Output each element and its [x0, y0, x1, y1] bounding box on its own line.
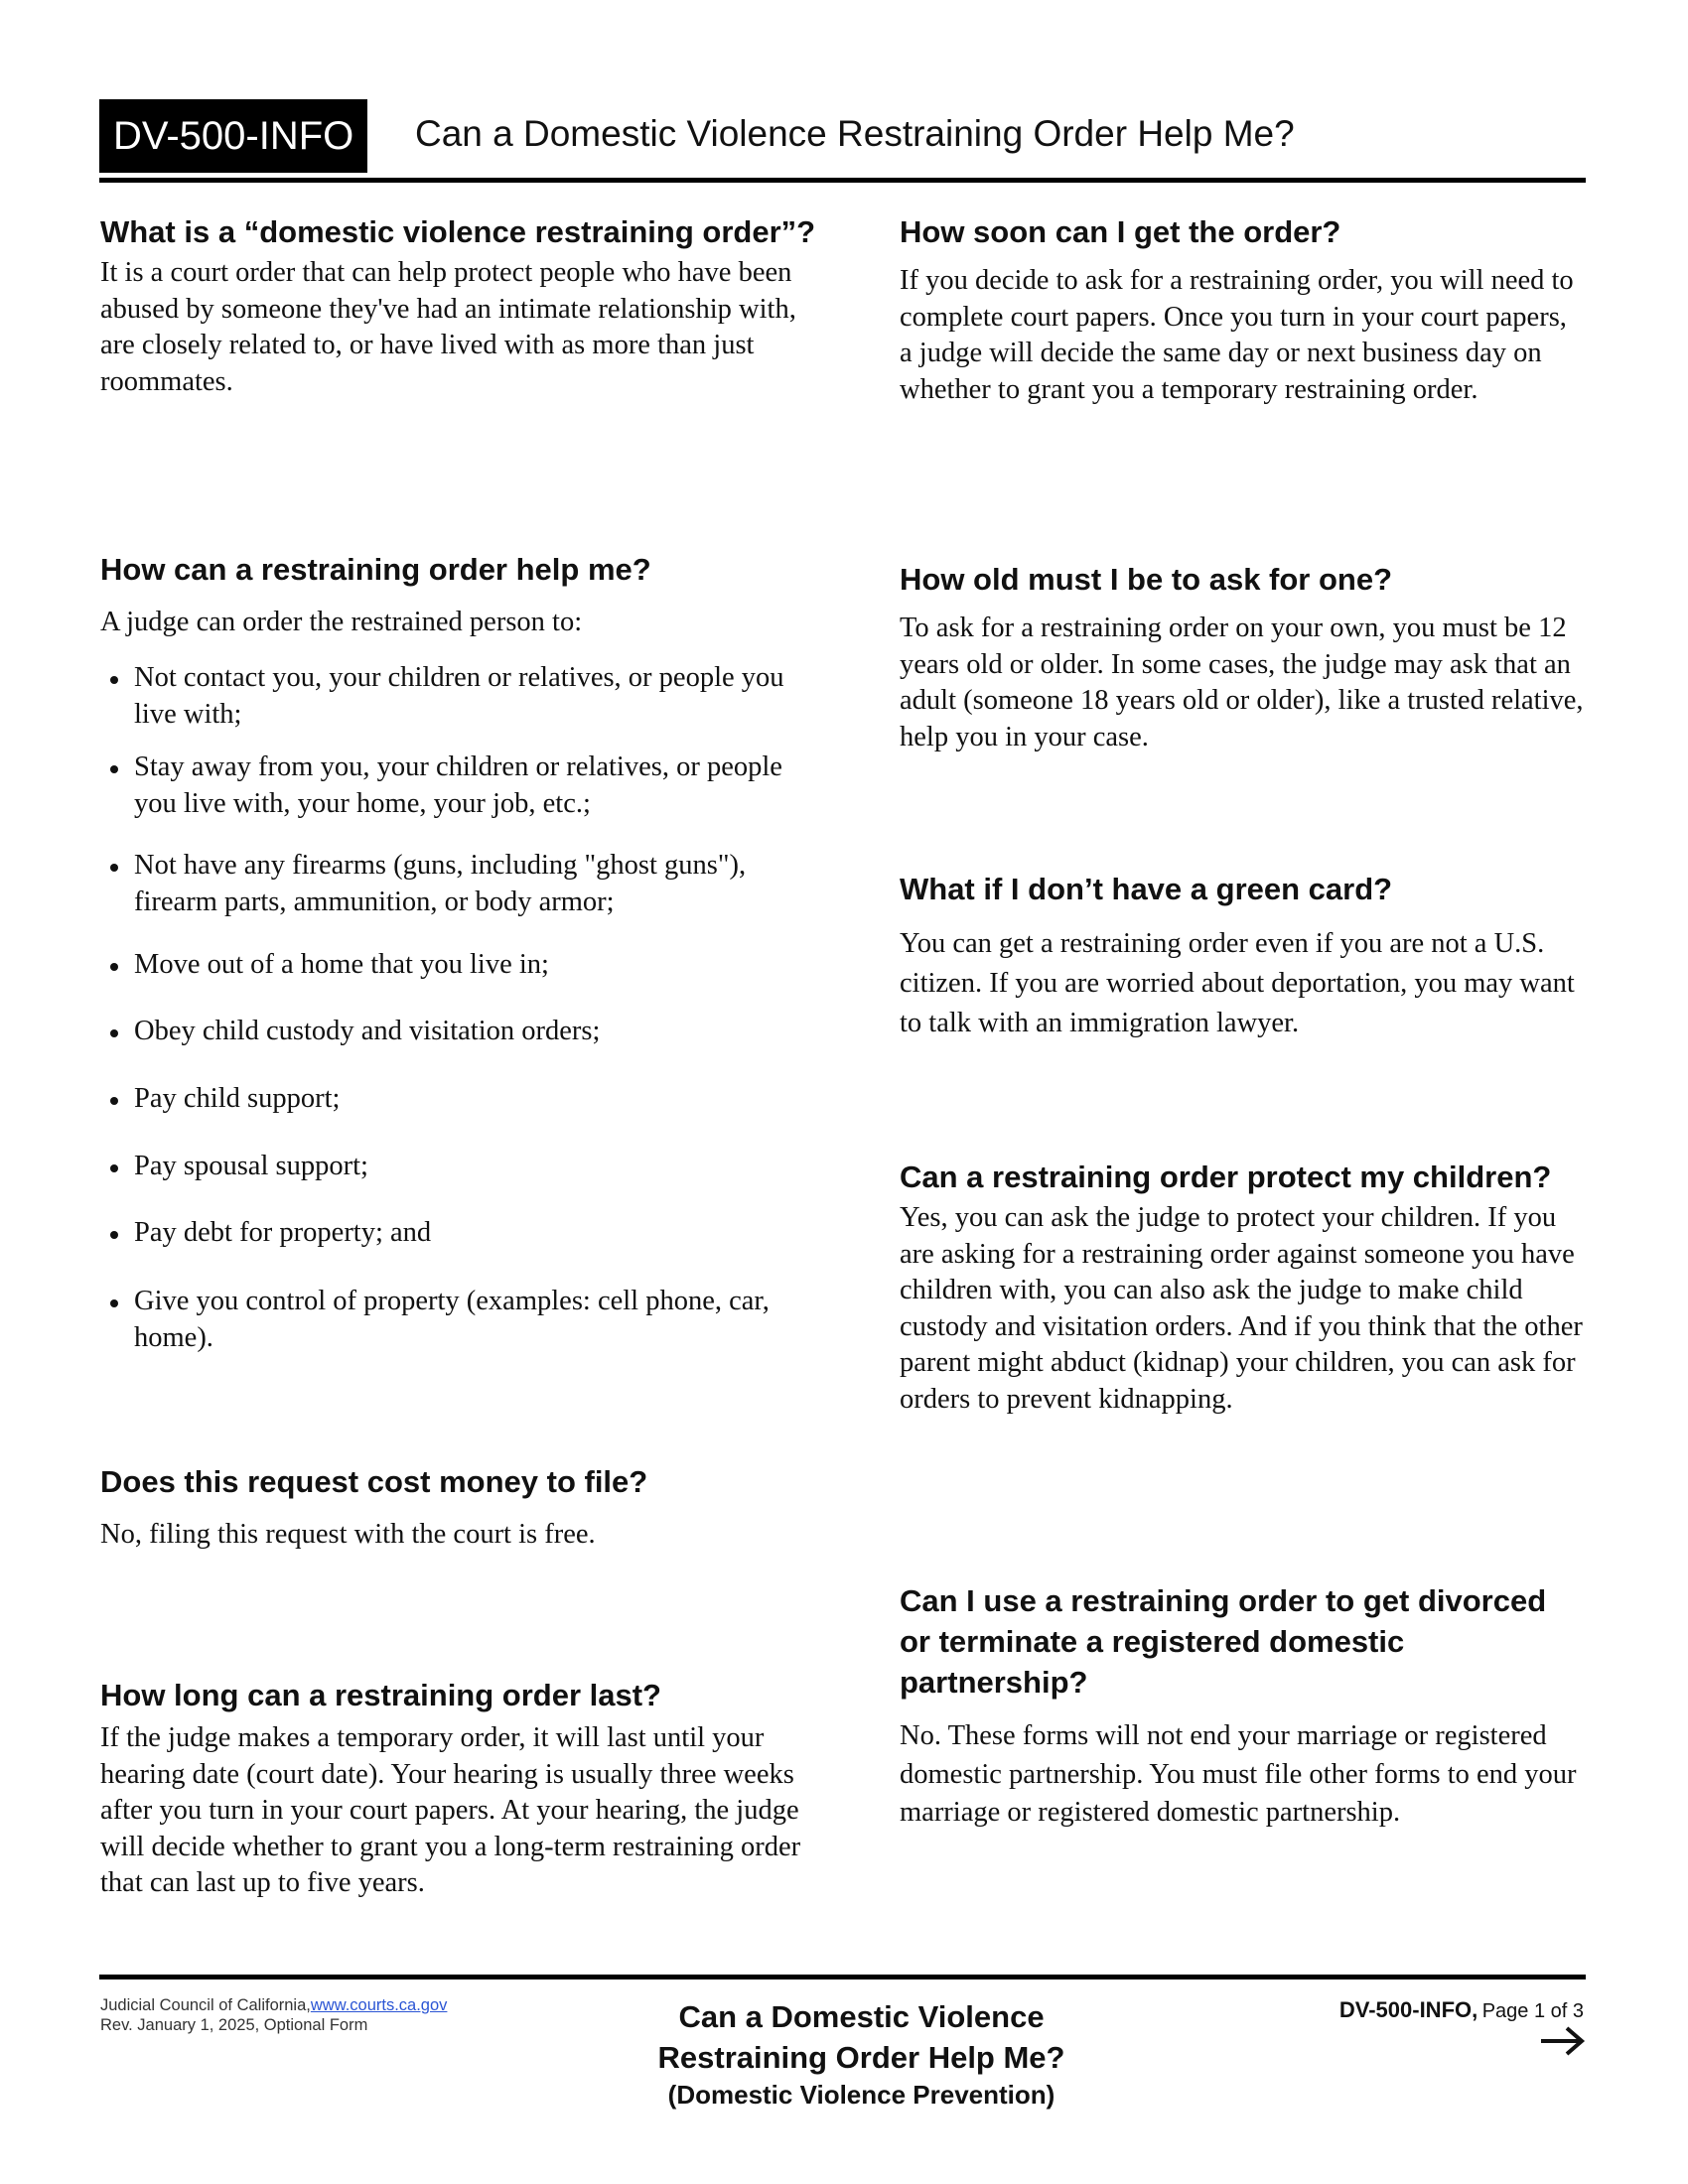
revision-date: Rev. January 1, 2025, Optional Form: [100, 2016, 368, 2034]
section-how-soon: [900, 211, 1585, 408]
bullet-icon: [110, 676, 118, 684]
bullet-icon: [110, 864, 118, 872]
bullet-icon: [110, 963, 118, 971]
list-item: Not have any firearms (guns, including "ghost guns"), firearm parts, ammunition, or body armor;: [100, 848, 829, 920]
section-what-is: [100, 211, 825, 400]
section-body: If you decide to ask for a restraining order, you will need to complete court papers. Once you turn in your court papers, a judge will decide the same day or next business day on whether to grant you a temporary restraining order.: [900, 265, 1574, 405]
footer-form-code: DV-500-INFO,: [1338, 1997, 1478, 2022]
arrow-right-icon[interactable]: [1537, 2023, 1587, 2059]
section-body: It is a court order that can help protect people who have been abused by someone they've had an intimate relationship with, are closely related to, or have lived with as more than just roommates.: [100, 257, 796, 397]
footer-left: [100, 1995, 447, 2035]
list-item: Give you control of property (examples: cell phone, car, home).: [100, 1284, 829, 1356]
footer-page-info: [1192, 1997, 1584, 2023]
section-heading: How soon can I get the order?: [900, 214, 1341, 249]
section-heading: How long can a restraining order last?: [100, 1678, 661, 1712]
bullet-icon: [110, 1299, 118, 1307]
section-heading: What is a “domestic violence restraining order”?: [100, 214, 816, 249]
section-divorce: [900, 1580, 1585, 1833]
footer-title: [576, 1996, 1147, 2112]
list-item: Pay child support;: [100, 1081, 829, 1118]
footer-rule: [99, 1975, 1586, 1979]
footer-subtitle: (Domestic Violence Prevention): [667, 2080, 1055, 2110]
section-children: [900, 1157, 1585, 1418]
form-code-badge: DV-500-INFO: [99, 99, 367, 173]
footer-title-line-1: Can a Domestic Violence: [678, 1999, 1045, 2034]
bullet-icon: [110, 765, 118, 773]
section-heading: Can I use a restraining order to get divorced or terminate a registered domestic partnership?: [900, 1583, 1547, 1700]
section-body: To ask for a restraining order on your own, you must be 12 years old or older. In some cases, the judge may ask that an adult (someone 18 years old or older), like a trusted relative, help you in your case.: [900, 613, 1584, 752]
list-item: Obey child custody and visitation orders;: [100, 1014, 829, 1050]
bullet-icon: [110, 1097, 118, 1105]
section-body: You can get a restraining order even if you are not a U.S. citizen. If you are worried about deportation, you may want to talk with an immigration lawyer.: [900, 928, 1575, 1038]
section-cost: [100, 1461, 825, 1554]
header-rule: [99, 178, 1586, 183]
section-how-help: [100, 549, 825, 641]
section-body: If the judge makes a temporary order, it will last until your hearing date (court date). Your hearing is usually three weeks after you turn in your court papers. At your hearing, the judge will decide whether to grant you a long-term restraining order that can last up to five years.: [100, 1722, 801, 1898]
form-title: Can a Domestic Violence Restraining Order Help Me?: [415, 113, 1295, 154]
section-green-card: [900, 869, 1585, 1043]
section-heading: How old must I be to ask for one?: [900, 562, 1393, 597]
list-item: Pay debt for property; and: [100, 1215, 829, 1252]
bullet-icon: [110, 1164, 118, 1172]
footer-title-line-2: Restraining Order Help Me?: [657, 2040, 1065, 2075]
section-heading: How can a restraining order help me?: [100, 552, 651, 587]
section-heading: What if I don’t have a green card?: [900, 872, 1393, 906]
council-name: Judicial Council of California,: [100, 1996, 311, 2014]
section-body: Yes, you can ask the judge to protect your children. If you are asking for a restraining order against someone you have children with, you can also ask the judge to make child custody and visitation orders. And if you think that the other parent might abduct (kidnap) your children, you can ask for orders to prevent kidnapping.: [900, 1202, 1583, 1415]
section-how-old: [900, 559, 1585, 755]
page-number: Page 1 of 3: [1481, 2000, 1584, 2022]
section-how-long: [100, 1675, 825, 1902]
list-item: Pay spousal support;: [100, 1149, 829, 1185]
section-heading: Does this request cost money to file?: [100, 1464, 648, 1499]
courts-website-link[interactable]: www.courts.ca.gov: [310, 1996, 448, 2014]
bullet-icon: [110, 1231, 118, 1239]
form-header: [99, 99, 1586, 183]
section-heading: Can a restraining order protect my children?: [900, 1160, 1552, 1194]
section-intro: A judge can order the restrained person to:: [100, 607, 583, 637]
list-item: Move out of a home that you live in;: [100, 947, 829, 984]
section-body: No, filing this request with the court is free.: [100, 1519, 596, 1550]
list-item: Not contact you, your children or relatives, or people you live with;: [100, 660, 829, 733]
bullet-icon: [110, 1029, 118, 1037]
section-body: No. These forms will not end your marriage or registered domestic partnership. You must file other forms to end your marriage or registered domestic partnership.: [900, 1720, 1577, 1828]
list-item: Stay away from you, your children or relatives, or people you live with, your home, your job, etc.;: [100, 750, 829, 822]
